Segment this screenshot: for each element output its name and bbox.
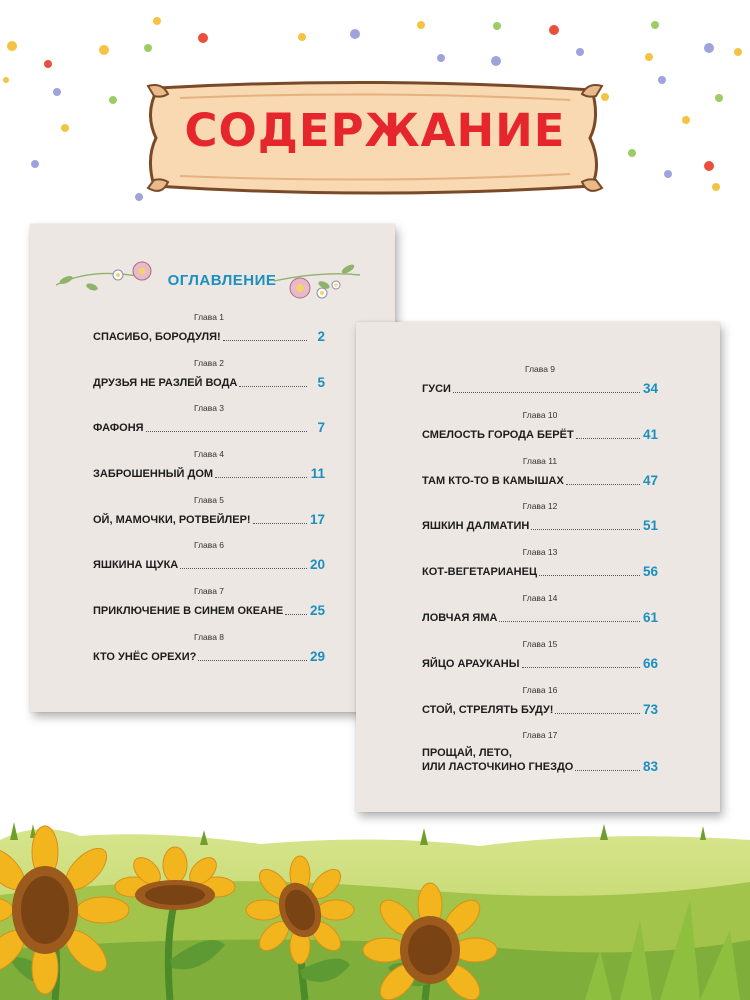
page-number: 20: [309, 557, 325, 573]
chapter-title: СМЕЛОСТЬ ГОРОДА БЕРЁТ: [422, 428, 574, 441]
toc-entry[interactable]: [422, 455, 658, 500]
dot-leader: [146, 431, 307, 432]
chapter-title-line-2: ИЛИ ЛАСТОЧКИНО ГНЕЗДО: [422, 761, 574, 774]
chapter-label: Глава 6: [193, 540, 225, 551]
toc-entry[interactable]: [93, 539, 325, 584]
toc-list-left: [93, 310, 325, 676]
toc-entry[interactable]: [422, 363, 658, 408]
chapter-title: ОЙ, МАМОЧКИ, РОТВЕЙЛЕР!: [93, 513, 251, 526]
chapter-label: Глава 15: [522, 638, 558, 649]
chapter-title: СПАСИБО, БОРОДУЛЯ!: [93, 331, 221, 343]
chapter-label: Глава 12: [522, 501, 558, 512]
chapter-title: КОТ-ВЕГЕТАРИАНЕЦ: [422, 566, 537, 579]
page-number: 41: [642, 426, 658, 442]
page-number: 66: [642, 655, 658, 671]
toc-entry[interactable]: [93, 494, 325, 539]
dot-leader: [215, 477, 307, 478]
toc-entry[interactable]: [422, 729, 658, 774]
chapter-title: ДРУЗЬЯ НЕ РАЗЛЕЙ ВОДА: [93, 376, 238, 389]
toc-entry[interactable]: [422, 684, 658, 729]
dot-leader: [576, 438, 640, 439]
chapter-label: Глава 11: [522, 455, 558, 466]
chapter-label: Глава 13: [522, 547, 558, 558]
dot-leader: [453, 392, 640, 393]
toc-entry[interactable]: [422, 500, 658, 545]
dot-leader: [285, 614, 307, 615]
dot-leader: [223, 340, 307, 341]
dot-leader: [539, 575, 640, 576]
page-number: 11: [310, 466, 325, 482]
page-number: 51: [642, 518, 658, 534]
page-number: 2: [317, 329, 325, 344]
dot-leader: [566, 484, 640, 485]
chapter-label: Глава 10: [522, 409, 558, 420]
page-number: 56: [642, 564, 658, 580]
chapter-label: Глава 2: [193, 357, 225, 368]
page-title: СОДЕРЖАНИЕ: [184, 104, 566, 157]
page-number: 83: [642, 759, 658, 775]
chapter-title: ЯЙЦО АРАУКАНЫ: [422, 657, 520, 670]
dot-leader: [239, 386, 307, 387]
chapter-label: Глава 14: [522, 592, 558, 603]
chapter-label: Глава 5: [193, 494, 225, 505]
toc-entry[interactable]: [93, 448, 325, 493]
toc-entry[interactable]: [422, 638, 658, 683]
chapter-label: Глава 16: [522, 684, 558, 695]
dot-leader: [575, 770, 640, 771]
chapter-title: ТАМ КТО-ТО В КАМЫШАХ: [422, 474, 564, 487]
toc-entry[interactable]: [422, 592, 658, 637]
chapter-title: КТО УНЁС ОРЕХИ?: [93, 650, 197, 663]
page-number: 61: [642, 609, 658, 625]
chapter-label: Глава 9: [524, 364, 556, 374]
toc-list-right: [422, 362, 658, 774]
dot-leader: [522, 667, 640, 668]
page-number: 73: [642, 701, 658, 717]
chapter-title: ФАФОНЯ: [93, 422, 144, 435]
chapter-title: [422, 746, 573, 774]
toc-entry[interactable]: [93, 402, 325, 447]
dot-leader: [531, 529, 640, 530]
chapter-label: Глава 4: [193, 449, 225, 460]
chapter-title: ЯШКИНА ЩУКА: [93, 559, 179, 572]
toc-entry[interactable]: [93, 357, 325, 402]
sunflower-meadow-illustration: [0, 800, 750, 1000]
chapter-title: ЗАБРОШЕННЫЙ ДОМ: [93, 468, 214, 481]
chapter-title: СТОЙ, СТРЕЛЯТЬ БУДУ!: [422, 703, 554, 716]
chapter-title: ЯШКИН ДАЛМАТИН: [422, 520, 530, 533]
dot-leader: [198, 660, 307, 661]
page-number: 34: [642, 381, 658, 396]
page-number: 25: [309, 603, 325, 619]
page-number: 29: [309, 648, 325, 664]
chapter-title: ЛОВЧАЯ ЯМА: [422, 611, 498, 624]
dot-leader: [253, 523, 307, 524]
page-number: 5: [317, 374, 325, 390]
page-number: 17: [309, 511, 325, 527]
dot-leader: [555, 713, 640, 714]
chapter-label: Глава 7: [193, 586, 225, 597]
chapter-label: Глава 8: [193, 631, 225, 642]
dot-leader: [499, 621, 640, 622]
page-number: 47: [642, 472, 658, 488]
page-number: 7: [317, 420, 325, 436]
toc-entry[interactable]: [93, 631, 325, 676]
dot-leader: [180, 568, 307, 569]
toc-entry[interactable]: [93, 585, 325, 630]
toc-entry[interactable]: [93, 311, 325, 356]
toc-entry[interactable]: [422, 546, 658, 591]
chapter-title: ГУСИ: [422, 383, 451, 395]
toc-entry[interactable]: [422, 409, 658, 454]
chapter-title: ПРИКЛЮЧЕНИЕ В СИНЕМ ОКЕАНЕ: [93, 605, 284, 618]
chapter-label: Глава 3: [193, 403, 225, 414]
chapter-label: Глава 17: [522, 730, 558, 741]
chapter-title-line-1: ПРОЩАЙ, ЛЕТО,: [422, 747, 512, 760]
toc-heading: ОГЛАВЛЕНИЕ: [167, 272, 277, 289]
chapter-label: Глава 1: [193, 312, 225, 322]
